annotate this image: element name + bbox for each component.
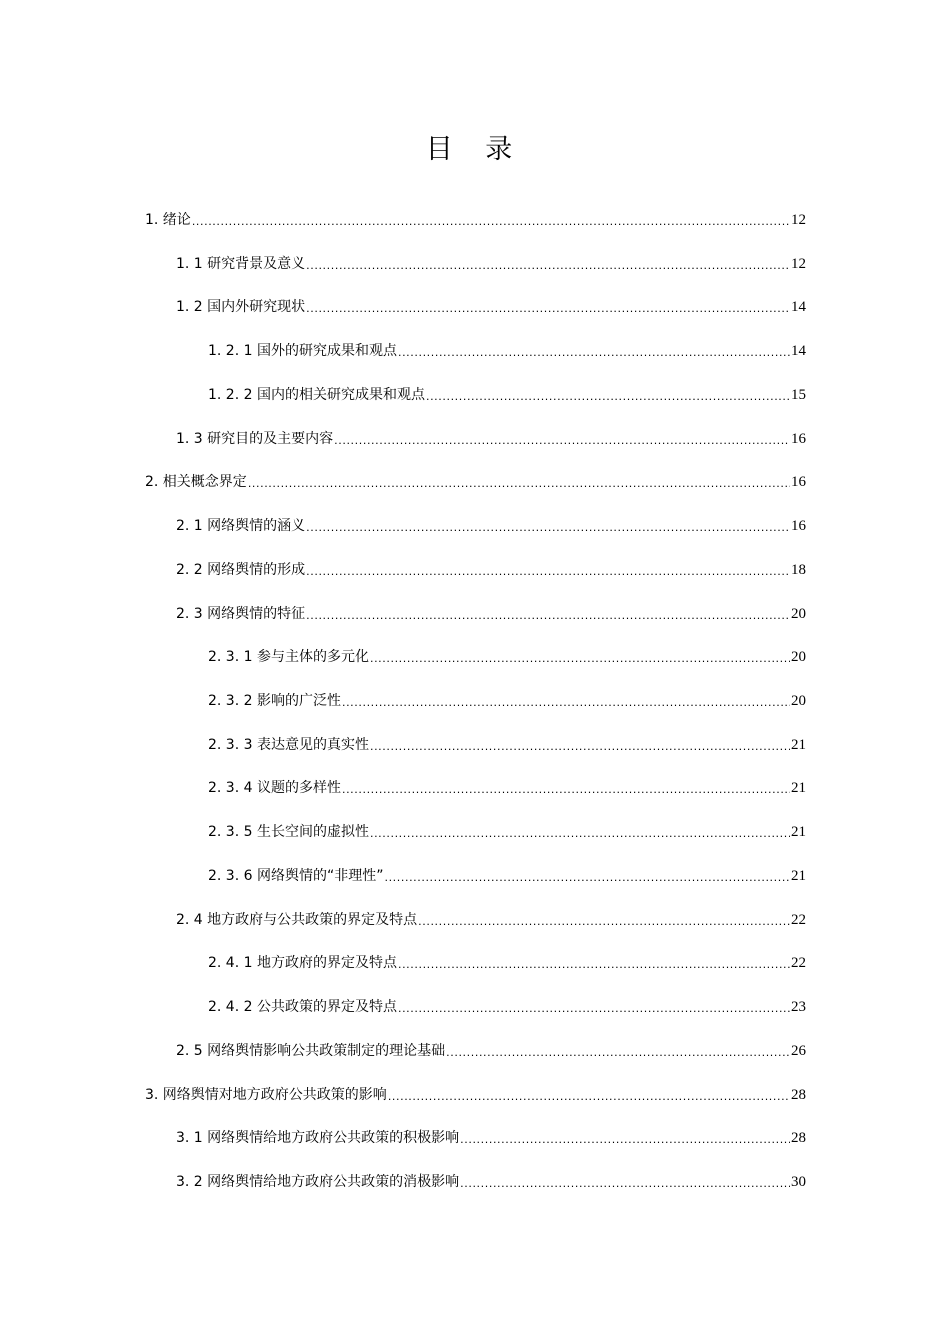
toc-page-number: 20 [791,649,806,665]
toc-entry-label: 1. 1 研究背景及意义 [176,256,306,272]
page-title: 目 录 [425,134,525,165]
toc-entry-label: 2. 3. 6 网络舆情的“非理性” [208,868,384,884]
toc-entry[interactable] [208,818,806,842]
toc-entry[interactable] [208,949,806,973]
toc-entry[interactable] [176,906,806,930]
toc-entry-label: 2. 3. 1 参与主体的多元化 [208,649,369,665]
toc-entry[interactable] [208,862,806,886]
toc-page-number: 16 [791,474,806,490]
toc-page-number: 14 [791,299,806,315]
toc-page-number: 21 [791,824,806,840]
toc-page-number: 26 [791,1043,806,1059]
toc-dot-leader [388,1085,790,1105]
toc-entry-label: 2. 3 网络舆情的特征 [176,606,306,622]
toc-entry[interactable] [208,774,806,798]
toc-dot-leader [418,910,790,930]
toc-page-number: 16 [791,431,806,447]
toc-entry-label: 2. 3. 4 议题的多样性 [208,780,341,796]
toc-entry[interactable] [176,556,806,580]
toc-dot-leader [306,297,790,317]
toc-entry[interactable] [176,512,806,536]
toc-entry[interactable] [208,687,806,711]
toc-dot-leader [426,385,790,405]
toc-entry-label: 3. 2 网络舆情给地方政府公共政策的消极影响 [176,1174,460,1190]
toc-entry-label: 1. 2. 1 国外的研究成果和观点 [208,343,397,359]
toc-dot-leader [192,210,790,230]
toc-page-number: 28 [791,1087,806,1103]
toc-entry[interactable] [176,600,806,624]
toc-page-number: 28 [791,1130,806,1146]
toc-page-number: 23 [791,999,806,1015]
toc-page-number: 12 [791,212,806,228]
toc-dot-leader [306,560,790,580]
toc-dot-leader [398,341,790,361]
toc-entry[interactable] [208,381,806,405]
toc-entry[interactable] [176,293,806,317]
toc-page-number: 12 [791,256,806,272]
toc-entry-label: 2. 4. 1 地方政府的界定及特点 [208,955,397,971]
toc-entry-label: 2. 2 网络舆情的形成 [176,562,306,578]
toc-dot-leader [334,429,790,449]
toc-entry-label: 2. 4 地方政府与公共政策的界定及特点 [176,912,418,928]
toc-entry[interactable] [176,1168,806,1192]
toc-page-number: 20 [791,606,806,622]
toc-entry[interactable] [176,425,806,449]
toc-entry[interactable] [145,468,806,492]
toc-entry-label: 1. 绪论 [145,212,191,228]
toc-dot-leader [384,866,790,886]
toc-page-number: 18 [791,562,806,578]
toc-entry-label: 2. 1 网络舆情的涵义 [176,518,306,534]
toc-entry-label: 1. 2. 2 国内的相关研究成果和观点 [208,387,425,403]
toc-dot-leader [342,691,790,711]
toc-entry[interactable] [176,1037,806,1061]
toc-dot-leader [446,1041,790,1061]
toc-dot-leader [398,953,790,973]
toc-entry[interactable] [208,731,806,755]
toc-entry[interactable] [145,1081,806,1105]
toc-dot-leader [370,647,790,667]
toc-entry-label: 2. 3. 3 表达意见的真实性 [208,737,369,753]
toc-page-number: 21 [791,780,806,796]
toc-entry-label: 1. 3 研究目的及主要内容 [176,431,334,447]
toc-entry[interactable] [145,206,806,230]
toc-page-number: 21 [791,868,806,884]
toc-page-number: 14 [791,343,806,359]
toc-page-number: 22 [791,955,806,971]
toc-dot-leader [460,1172,790,1192]
toc-page-number: 16 [791,518,806,534]
toc-dot-leader [306,254,790,274]
toc-entry-label: 3. 网络舆情对地方政府公共政策的影响 [145,1087,387,1103]
toc-dot-leader [306,516,790,536]
toc-entry[interactable] [208,337,806,361]
toc-entry[interactable] [208,643,806,667]
toc-entry-label: 1. 2 国内外研究现状 [176,299,306,315]
toc-page-number: 20 [791,693,806,709]
toc-page-number: 22 [791,912,806,928]
toc-dot-leader [342,778,790,798]
toc-page-number: 21 [791,737,806,753]
toc-entry[interactable] [176,1124,806,1148]
toc-page-number: 15 [791,387,806,403]
toc-entry-label: 2. 5 网络舆情影响公共政策制定的理论基础 [176,1043,446,1059]
toc-dot-leader [306,604,790,624]
toc-entry-label: 2. 相关概念界定 [145,474,247,490]
toc-entry-label: 2. 4. 2 公共政策的界定及特点 [208,999,397,1015]
toc-entry[interactable] [208,993,806,1017]
toc-page-number: 30 [791,1174,806,1190]
toc-entry-label: 3. 1 网络舆情给地方政府公共政策的积极影响 [176,1130,460,1146]
toc-entry[interactable] [176,250,806,274]
toc-dot-leader [248,472,790,492]
toc-entry-label: 2. 3. 2 影响的广泛性 [208,693,341,709]
toc-dot-leader [370,735,790,755]
toc-dot-leader [398,997,790,1017]
toc-dot-leader [370,822,790,842]
toc-dot-leader [460,1128,790,1148]
toc-entry-label: 2. 3. 5 生长空间的虚拟性 [208,824,369,840]
